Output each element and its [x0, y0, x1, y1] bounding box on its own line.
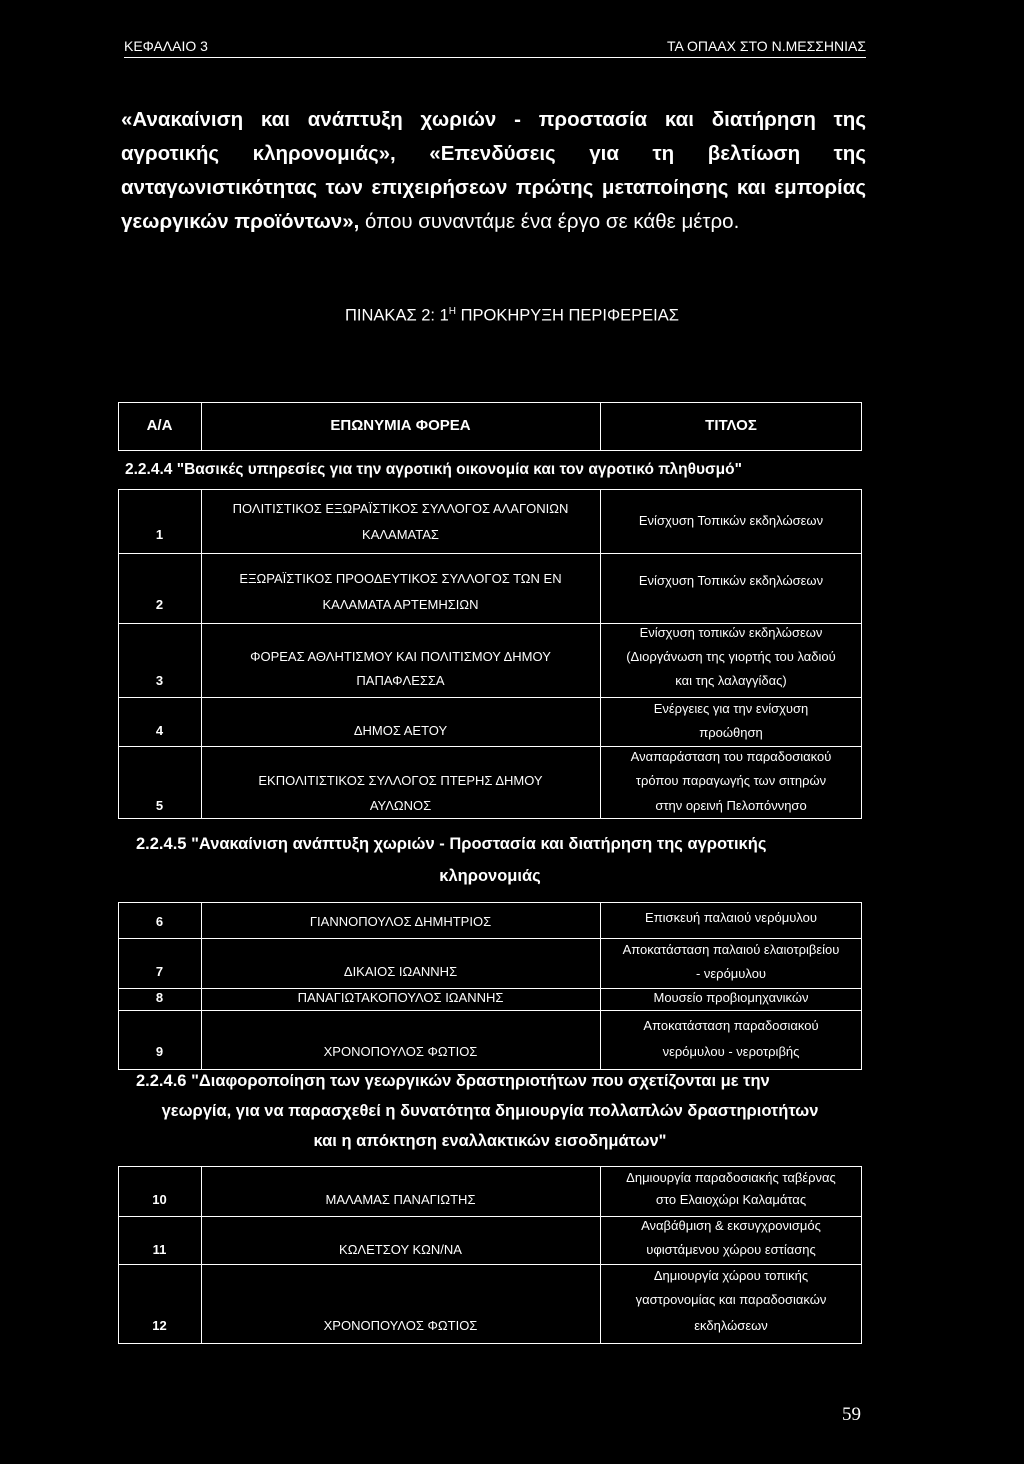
row-number: 7: [155, 964, 164, 979]
row-title-line: Ενίσχυση τοπικών εκδηλώσεων: [639, 625, 823, 640]
table-rule: [118, 1343, 862, 1344]
table-title-sup: Η: [448, 306, 456, 317]
table-rows-6-9: [118, 902, 862, 1070]
table-rule: [118, 818, 862, 819]
section-heading-2246-cont2: [118, 1126, 862, 1156]
row-title-line: Ενέργειες για την ενίσχυση: [653, 701, 809, 716]
row-title-line: εκδηλώσεων: [694, 1318, 768, 1333]
row-number: 4: [155, 723, 164, 738]
row-title-line: Ενίσχυση Τοπικών εκδηλώσεων: [638, 513, 824, 528]
section-code: 2.2.4.4: [125, 461, 173, 478]
row-title-line: υφιστάμενου χώρου εστίασης: [646, 1242, 816, 1257]
table-rule: [118, 402, 862, 403]
section-title: "Διαφοροποίηση των γεωργικών δραστηριοτήτων που σχετίζονται με την: [191, 1072, 770, 1090]
row-name-line: ΠΑΠΑΦΛΕΣΣΑ: [356, 673, 445, 688]
row-name-line: ΑΥΛΩΝΟΣ: [369, 798, 432, 813]
row-number: 12: [152, 1318, 167, 1333]
row-name-line: ΚΑΛΑΜΑΤΑ ΑΡΤΕΜΗΣΙΩΝ: [322, 597, 479, 612]
row-number: 2: [155, 597, 164, 612]
section-heading-2246: [136, 1066, 866, 1096]
section-title: "Ανακαίνιση ανάπτυξη χωριών - Προστασία και διατήρηση της αγροτικής: [191, 835, 767, 853]
section-code: 2.2.4.5: [136, 835, 187, 853]
row-number: 3: [155, 673, 164, 688]
row-title-line: Επισκευή παλαιού νερόμυλου: [645, 910, 817, 925]
row-title-line: τρόπου παραγωγής των σιτηρών: [635, 773, 827, 788]
intro-normal-text: όπου συναντάμε ένα έργο σε κάθε μέτρο.: [359, 210, 740, 233]
table-title-suffix: ΠΡΟΚΗΡΥΞΗ ΠΕΡΙΦΕΡΕΙΑΣ: [456, 306, 679, 325]
intro-bold-text: «Ανακαίνιση και ανάπτυξη χωριών - προστασία και διατήρηση της αγροτικής κληρονομιάς», «Επενδύσεις για τη βελτίωση της ανταγωνιστικότητας των επιχειρήσεων πρώτης μεταποίησης και εμπορίας γεωργικών προϊόντων»,: [121, 108, 866, 233]
table-rule: [118, 553, 862, 554]
row-title-line: (Διοργάνωση της γιορτής του λαδιού: [626, 649, 836, 664]
row-name-line: ΓΙΑΝΝΟΠΟΥΛΟΣ ΔΗΜΗΤΡΙΟΣ: [309, 914, 492, 929]
table-rule: [118, 489, 862, 490]
row-name-line: ΔΗΜΟΣ ΑΕΤΟΥ: [353, 723, 448, 738]
row-number: 11: [152, 1242, 167, 1257]
row-name-line: ΦΟΡΕΑΣ ΑΘΛΗΤΙΣΜΟΥ ΚΑΙ ΠΟΛΙΤΙΣΜΟΥ ΔΗΜΟΥ: [250, 649, 551, 664]
col-header-aa: Α/Α: [146, 417, 173, 434]
row-title-line: γαστρονομίας και παραδοσιακών: [635, 1292, 827, 1307]
row-number: 9: [155, 1044, 164, 1059]
row-number: 6: [155, 914, 164, 929]
row-name-line: ΚΩΛΕΤΣΟΥ ΚΩΝ/ΝΑ: [339, 1242, 462, 1257]
table-title-prefix: ΠΙΝΑΚΑΣ 2: 1: [345, 306, 449, 325]
table-rows-10-12: [118, 1166, 862, 1344]
row-name-line: ΠΟΛΙΤΙΣΤΙΚΟΣ ΕΞΩΡΑΪΣΤΙΚΟΣ ΣΥΛΛΟΓΟΣ ΑΛΑΓΟΝΙΩΝ: [232, 501, 569, 516]
section-title-cont: και η απόκτηση εναλλακτικών εισοδημάτων": [313, 1132, 667, 1150]
row-number: 8: [155, 990, 164, 1005]
page-header: [124, 38, 866, 60]
table-rows-1-5: [118, 489, 862, 819]
section-heading-2246-cont: [118, 1096, 862, 1126]
row-title-line: Αναπαράσταση του παραδοσιακού: [630, 749, 832, 764]
section-title-cont: γεωργία, για να παρασχεθεί η δυνατότητα δημιουργία πολλαπλών δραστηριοτήτων: [161, 1102, 819, 1120]
col-header-title: ΤΙΤΛΟΣ: [705, 417, 757, 434]
row-name-line: ΧΡΟΝΟΠΟΥΛΟΣ ΦΩΤΙΟΣ: [323, 1044, 478, 1059]
row-title-line: Αποκατάσταση παλαιού ελαιοτριβείου: [622, 942, 840, 957]
row-title-line: προώθηση: [699, 725, 763, 740]
row-number: 5: [155, 798, 164, 813]
table-title: [0, 306, 1024, 326]
section-heading-2245-cont: [118, 861, 862, 891]
row-number: 1: [155, 527, 164, 542]
intro-paragraph: [121, 103, 866, 239]
row-title-line: στο Ελαιοχώρι Καλαμάτας: [655, 1192, 807, 1207]
section-heading-2244: [125, 455, 865, 485]
row-title-line: Αποκατάσταση παραδοσιακού: [643, 1018, 819, 1033]
section-running-title: ΤΑ ΟΠΑΑΧ ΣΤΟ Ν.ΜΕΣΣΗΝΙΑΣ: [666, 38, 866, 54]
row-name-line: ΠΑΝΑΓΙΩΤΑΚΟΠΟΥΛΟΣ ΙΩΑΝΝΗΣ: [297, 990, 504, 1005]
row-name-line: ΜΑΛΑΜΑΣ ΠΑΝΑΓΙΩΤΗΣ: [325, 1192, 476, 1207]
page-number: 59: [842, 1404, 861, 1425]
row-name-line: ΔΙΚΑΙΟΣ ΙΩΑΝΝΗΣ: [343, 964, 458, 979]
header-rule: [124, 57, 866, 58]
table-rule: [118, 902, 862, 903]
row-name-line: ΚΑΛΑΜΑΤΑΣ: [362, 527, 439, 542]
section-title-cont: κληρονομιάς: [439, 867, 541, 885]
chapter-label: ΚΕΦΑΛΑΙΟ 3: [124, 38, 208, 54]
row-title-line: Αναβάθμιση & εκσυγχρονισμός: [641, 1218, 821, 1233]
table-rule: [118, 1010, 862, 1011]
row-name-line: ΕΚΠΟΛΙΤΙΣΤΙΚΟΣ ΣΥΛΛΟΓΟΣ ΠΤΕΡΗΣ ΔΗΜΟΥ: [258, 773, 543, 788]
row-title-line: Μουσείο προβιομηχανικών: [653, 990, 809, 1005]
row-name-line: ΕΞΩΡΑΪΣΤΙΚΟΣ ΠΡΟΟΔΕΥΤΙΚΟΣ ΣΥΛΛΟΓΟΣ ΤΩΝ ΕΝ: [239, 571, 562, 586]
row-title-line: Δημιουργία παραδοσιακής ταβέρνας: [626, 1170, 836, 1185]
row-title-line: νερόμυλου - νεροτριβής: [662, 1044, 800, 1059]
table-rule: [118, 450, 862, 451]
row-name-line: ΧΡΟΝΟΠΟΥΛΟΣ ΦΩΤΙΟΣ: [323, 1318, 478, 1333]
section-title: "Βασικές υπηρεσίες για την αγροτική οικονομία και τον αγροτικό πληθυσμό": [176, 461, 742, 478]
row-title-line: και της λαλαγγίδας): [675, 673, 787, 688]
col-header-name: ΕΠΩΝΥΜΙΑ ΦΟΡΕΑ: [330, 417, 471, 434]
row-title-line: Ενίσχυση Τοπικών εκδηλώσεων: [638, 573, 824, 588]
row-title-line: - νερόμυλου: [695, 966, 767, 981]
section-code: 2.2.4.6: [136, 1072, 187, 1090]
row-number: 10: [152, 1192, 167, 1207]
row-title-line: Δημιουργία χώρου τοπικής: [653, 1268, 809, 1283]
section-heading-2245: [136, 829, 866, 859]
row-title-line: στην ορεινή Πελοπόννησο: [655, 798, 807, 813]
